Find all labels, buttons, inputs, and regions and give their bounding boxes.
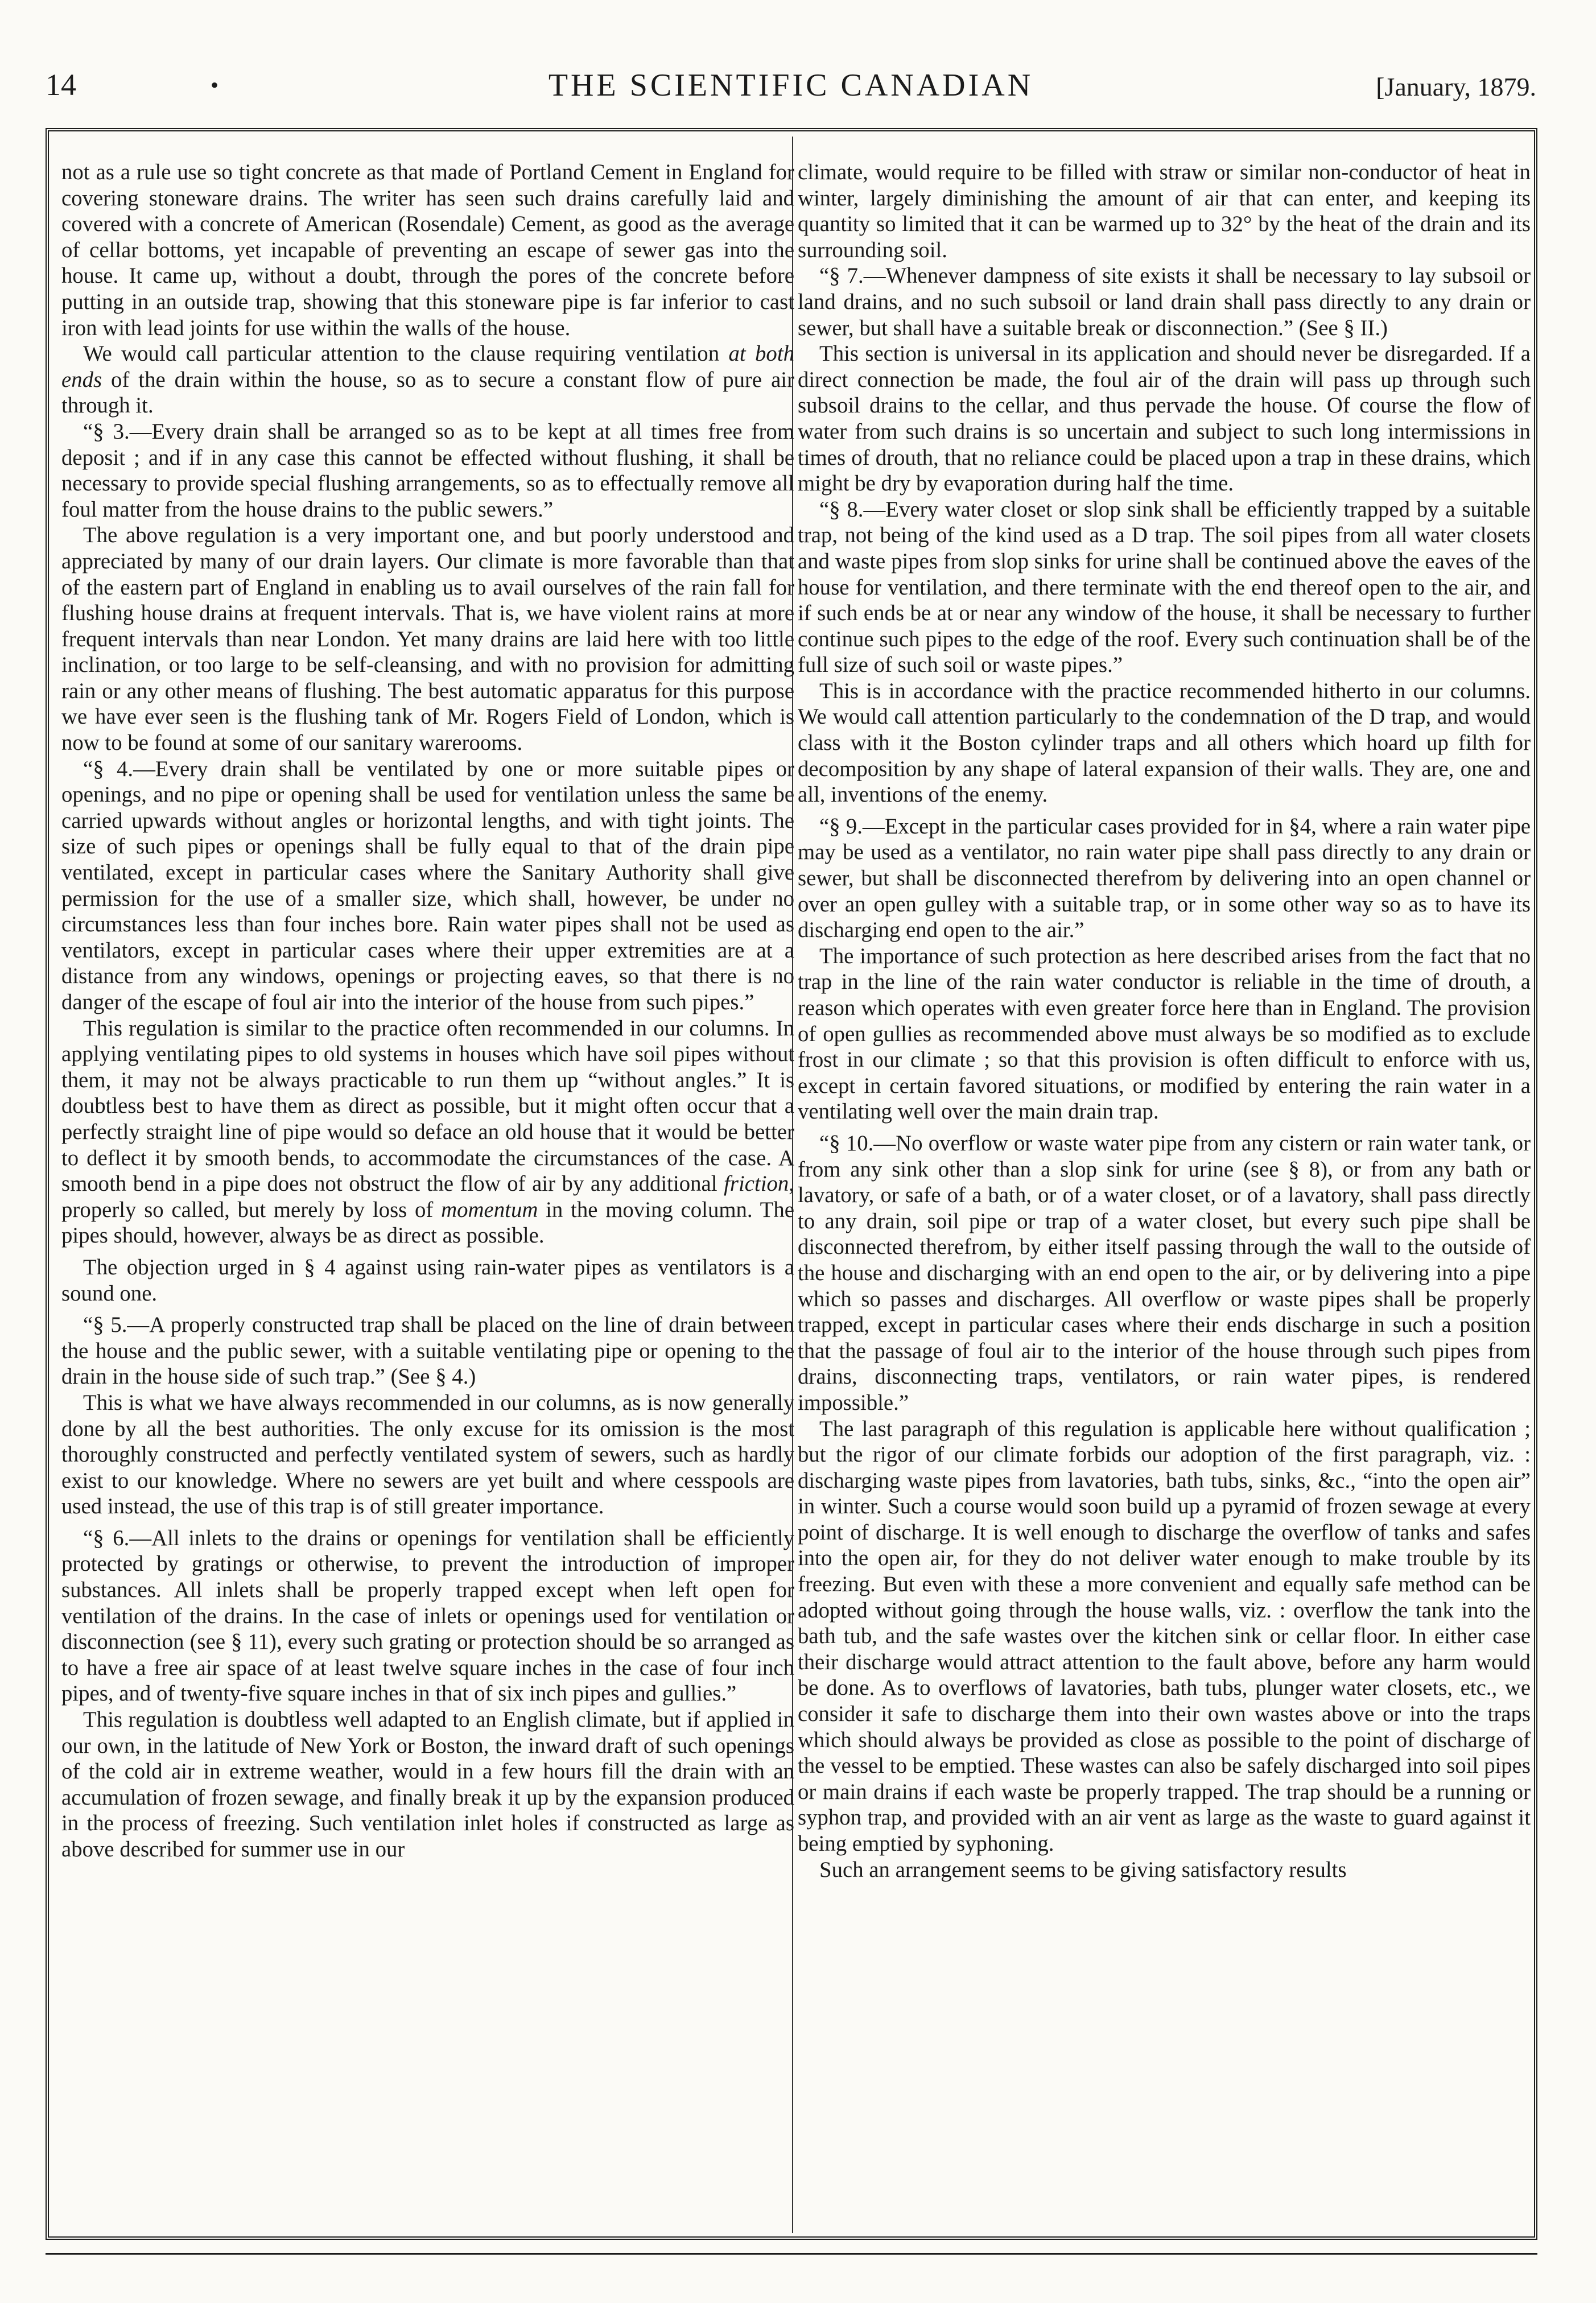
- emphasis: friction: [724, 1171, 789, 1196]
- regulation-quote: “§ 10.—No overflow or waste water pipe from any cistern or rain water tank, or from any sink other than a slop sink for urine (see § 8), or from any bath or lavatory, or safe of a bath, or of a water closet, or of a lavatory, shall pass directly to any drain, soil pipe or trap of a water closet, but every such pipe shall be disconnected therefrom, by either itself passing through the wall to the outside of the house and discharging with an end open to the air, or by delivering into a pipe which so passes and discharges. All overflow or waste pipes shall be properly trapped, except in particular cases where their ends discharge in such a position that the passage of foul air to the interior of the house through such pipes from drains, disconnecting traps, ventilators, or rain water pipes, is rendered impossible.”: [798, 1130, 1531, 1415]
- paragraph: climate, would require to be filled with straw or similar non-conductor of heat in winter, largely diminishing the amount of air that can enter, and keeping its quantity so limited that it can be warmed up to 32° by the heat of the drain and its surrounding soil.: [798, 160, 1531, 262]
- regulation-quote: “§ 3.—Every drain shall be arranged so as to be kept at all times free from deposit ; and if in any case this cannot be effected without flushing, it shall be necessary to provide special flushing arrangements, so as to effectually remove all foul matter from the house drains to the public sewers.”: [61, 419, 794, 522]
- page-number: 14: [46, 68, 76, 102]
- issue-date: [January, 1879.: [1376, 72, 1536, 101]
- paragraph: We would call particular attention to the clause requiring ventilation at both ends of the drain within the house, so as to secure a constant flow of pure air through it.: [61, 341, 794, 418]
- emphasis: momentum: [441, 1197, 538, 1222]
- journal-title: THE SCIENTIFIC CANADIAN: [548, 68, 1034, 103]
- left-column: [61, 159, 794, 2230]
- paragraph: The objection urged in § 4 against using rain-water pipes as ventilators is a sound one.: [61, 1254, 794, 1306]
- header-ornament: •: [211, 72, 219, 98]
- paragraph: This regulation is doubtless well adapted to an English climate, but if applied in our own, in the latitude of New York or Boston, the inward draft of such openings of the cold air in extreme weather, would in a few hours fill the drain with an accumulation of frozen sewage, and finally break it up by the expansion produced in the process of freezing. Such ventilation inlet holes if constructed as large as above described for summer use in our: [61, 1707, 794, 1862]
- paragraph: not as a rule use so tight concrete as that made of Portland Cement in England for covering stoneware drains. The writer has seen such drains carefully laid and covered with a concrete of American (Rosendale) Cement, as good as the average of cellar bottoms, yet incapable of preventing an escape of sewer gas into the house. It came up, without a doubt, through the pores of the concrete before putting in an outside trap, showing that this stoneware pipe is far inferior to cast iron with lead joints for use within the walls of the house.: [61, 160, 794, 340]
- regulation-quote: “§ 9.—Except in the particular cases provided for in §4, where a rain water pipe may be used as a ventilator, no rain water pipe shall pass directly to any drain or sewer, but shall be disconnected therefrom by delivering into an open channel or over an open gulley with a suitable trap, or in some other way so as to have its discharging end open to the air.”: [798, 814, 1531, 943]
- paragraph: Such an arrangement seems to be giving satisfactory results: [819, 1857, 1347, 1882]
- paragraph: This is in accordance with the practice recommended hitherto in our columns. We would call attention particularly to the condemnation of the D trap, and would class with it the Boston cylinder traps and all others which hoard up filth for decomposition by any shape of lateral expansion of their walls. They are, one and all, inventions of the enemy.: [798, 678, 1531, 807]
- regulation-quote: “§ 4.—Every drain shall be ventilated by one or more suitable pipes or openings, and no pipe or opening shall be used for ventilation unless the same be carried upwards without angles or horizontal lengths, and with tight joints. The size of such pipes or openings shall be fully equal to that of the drain pipe ventilated, except in particular cases where the Sanitary Authority shall give permission for the use of a smaller size, which shall, however, be under no circumstances less than four inches bore. Rain water pipes shall not be used as ventilators, except in particular cases where their upper extremities are at a distance from any windows, openings or projecting eaves, so that there is no danger of the escape of foul air into the interior of the house from such pipes.”: [61, 756, 794, 1014]
- right-column: [798, 159, 1531, 2230]
- regulation-quote: “§ 7.—Whenever dampness of site exists it shall be necessary to lay subsoil or land drains, and no such subsoil or land drain shall pass directly to any drain or sewer, but shall have a suitable break or disconnection.” (See § II.): [798, 263, 1531, 340]
- paragraph: This is what we have always recommended in our columns, as is now generally done by all the best authorities. The only excuse for its omission is the most thoroughly constructed and perfectly ventilated system of sewers, such as hardly exist to our knowledge. Where no sewers are yet built and where cesspools are used instead, the use of this trap is of still greater importance.: [61, 1390, 794, 1519]
- bottom-rule: [46, 2253, 1537, 2255]
- page-header: [46, 67, 1536, 124]
- paragraph: This section is universal in its application and should never be disregarded. If a direct connection be made, the foul air of the drain will pass up through such subsoil drains to the cellar, and thus pervade the house. Of course the flow of water from such drains is so uncertain and subject to such long intermissions in times of drouth, that no reliance could be placed upon a trap in these drains, which might be dry by evaporation during half the time.: [798, 341, 1531, 496]
- paragraph: This regulation is similar to the practice often recommended in our columns. In applying ventilating pipes to old systems in houses which have soil pipes without them, it may not be always practicable to run them up “without angles.” It is doubtless best to have them as direct as possible, but it might often occur that a perfectly straight line of pipe would so deface an old house that it would be better to deflect it by smooth bends, to accommodate the circumstances of the case. A smooth bend in a pipe does not obstruct the flow of air by any additional friction, properly so called, but merely by loss of momentum in the moving column. The pipes should, however, always be as direct as possible.: [61, 1016, 794, 1248]
- regulation-quote: “§ 8.—Every water closet or slop sink shall be efficiently trapped by a suitable trap, not being of the kind used as a D trap. The soil pipes from all water closets and waste pipes from slop sinks for urine shall be continued above the eaves of the house for ventilation, and there terminate with the end thereof open to the air, and if such ends be at or near any window of the house, it shall be necessary to further continue such pipes to the edge of the roof. Every such continuation shall be of the full size of such soil or waste pipes.”: [798, 497, 1531, 678]
- paragraph: The importance of such protection as here described arises from the fact that no trap in the line of the rain water conductor is reliable in the time of drouth, a reason which operates with even greater force here than in England. The provision of open gullies as recommended above must always be so modified as to exclude frost in our climate ; so that this provision is often difficult to enforce with us, except in certain favored situations, or modified by entering the rain water in a ventilating well over the main drain trap.: [798, 943, 1531, 1124]
- paragraph: The last paragraph of this regulation is applicable here without qualification ; but the rigor of our climate forbids our adoption of the first paragraph, viz. : discharging waste pipes from lavatories, bath tubs, sinks, &c., “into the open air” in winter. Such a course would soon build up a pyramid of frozen sewage at every point of discharge. It is well enough to discharge the overflow of tanks and safes into the open air, for they do not deliver water enough to make trouble by its freezing. But even with these a more convenient and equally safe method can be adopted without going through the house walls, viz. : overflow the tank into the bath tub, and the safe wastes over the kitchen sink or cellar floor. In either case their discharge would attract attention to the fault above, before any harm would be done. As to overflows of lavatories, bath tubs, plunger water closets, etc., we consider it safe to discharge them into their own wastes above or into the traps which should always be provided as close as possible to the point of discharge of the vessel to be emptied. These wastes can also be safely discharged into soil pipes or main drains if each waste be properly trapped. The trap should be a running or syphon trap, and provided with an air vent as large as the waste to guard against it being emptied by syphoning.: [798, 1416, 1531, 1856]
- regulation-quote: “§ 6.—All inlets to the drains or openings for ventilation shall be efficiently protected by gratings or otherwise, to prevent the introduction of improper substances. All inlets shall be properly trapped except when left open for ventilation of the drains. In the case of inlets or openings used for ventilation or disconnection (see § 11), every such grating or protection should be so arranged as to have a free air space of at least twelve square inches in the case of four inch pipes, and of twenty-five square inches in that of six inch pipes and gullies.”: [61, 1525, 794, 1706]
- paragraph: The above regulation is a very important one, and but poorly understood and appreciated by many of our drain layers. Our climate is more favorable than that of the eastern part of England in enabling us to avail ourselves of the rain fall for flushing house drains at frequent intervals. That is, we have violent rains at more frequent intervals than near London. Yet many drains are laid here with too little inclination, or too large to be self-cleansing, and with no provision for admitting rain or any other means of flushing. The best automatic apparatus for this purpose we have ever seen is the flushing tank of Mr. Rogers Field of London, which is now to be found at some of our sanitary warerooms.: [61, 523, 794, 756]
- regulation-quote: “§ 5.—A properly constructed trap shall be placed on the line of drain between the house and the public sewer, with a suitable ventilating pipe or opening to the drain in the house side of such trap.” (See § 4.): [61, 1313, 794, 1389]
- emphasis: at both ends: [61, 341, 794, 392]
